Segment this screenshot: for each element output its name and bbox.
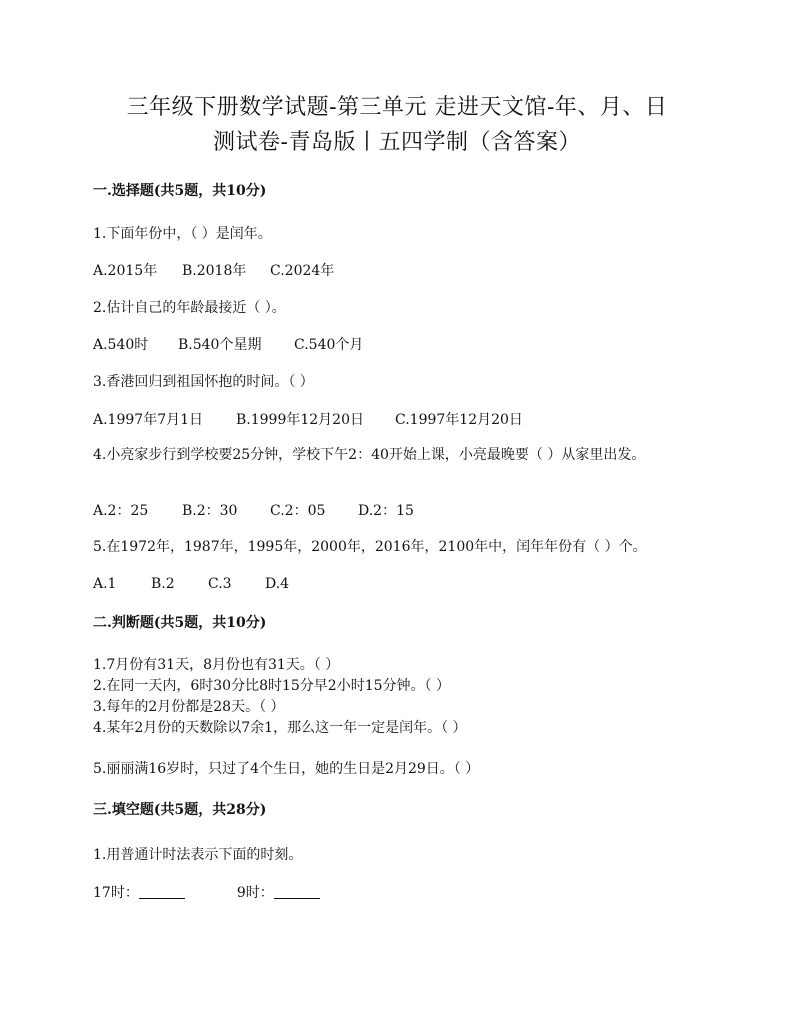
option-c: C.1997年12月20日 [395, 412, 523, 428]
section-heading-judge: 二.判断题(共5题，共10分) [93, 615, 267, 631]
option-a: A.540时 [93, 337, 149, 353]
doc-title-line-2: 测试卷-青岛版丨五四学制（含答案） [213, 130, 581, 155]
option-c: C.2024年 [270, 263, 335, 279]
judge-item-1: 1.7月份有31天，8月份也有31天。（ ） [93, 657, 340, 673]
option-b: B.2 [151, 576, 175, 592]
doc-title-line-1: 三年级下册数学试题-第三单元 走进天文馆-年、月、日 [126, 95, 668, 120]
option-a: A.2：25 [93, 503, 149, 519]
section-heading-choice: 一.选择题(共5题，共10分) [93, 183, 267, 199]
question-1-2: 2.估计自己的年龄最接近（ ）。 [93, 300, 286, 316]
option-c: C.2：05 [270, 503, 326, 519]
option-b: B.1999年12月20日 [236, 412, 364, 428]
section-heading-fill: 三.填空题(共5题，共28分) [93, 802, 267, 818]
question-1-4-options [93, 502, 414, 520]
option-a: A.2015年 [93, 263, 158, 279]
judge-item-3: 3.每年的2月份都是28天。（ ） [93, 699, 285, 715]
blank-label-17: 17时： [93, 885, 139, 901]
option-d: D.4 [265, 576, 290, 592]
judge-item-4: 4.某年2月份的天数除以7余1，那么这一年一定是闰年。（ ） [93, 720, 467, 736]
fill-question-1-blanks [93, 884, 320, 902]
question-1-3: 3.香港回归到祖国怀抱的时间。（ ） [93, 374, 314, 390]
question-1-4: 4.小亮家步行到学校要25分钟，学校下午2：40开始上课，小亮最晚要（ ）从家里出发。 [93, 447, 646, 463]
option-a: A.1 [93, 576, 117, 592]
option-c: C.3 [208, 576, 232, 592]
option-c: C.540个月 [294, 337, 364, 353]
judge-item-2: 2.在同一天内，6时30分比8时15分早2小时15分钟。（ ） [93, 678, 450, 694]
option-b: B.2：30 [182, 503, 238, 519]
question-1-3-options [93, 411, 523, 429]
fill-question-1: 1.用普通计时法表示下面的时刻。 [93, 847, 303, 863]
option-d: D.2：15 [358, 503, 414, 519]
option-b: B.2018年 [182, 263, 247, 279]
question-1-2-options [93, 336, 363, 354]
question-1-1-options [93, 262, 334, 280]
answer-blank-1[interactable] [139, 884, 185, 899]
judge-item-5: 5.丽丽满16岁时，只过了4个生日，她的生日是2月29日。（ ） [93, 761, 480, 777]
option-a: A.1997年7月1日 [93, 412, 204, 428]
answer-blank-2[interactable] [274, 884, 320, 899]
blank-label-9: 9时： [236, 885, 274, 901]
question-1-5: 5.在1972年，1987年，1995年，2000年，2016年，2100年中，闰年年份有（ ）个。 [93, 539, 647, 555]
option-b: B.540个星期 [178, 337, 262, 353]
question-1-5-options [93, 575, 289, 593]
question-1-1: 1.下面年份中，（ ）是闰年。 [93, 226, 272, 242]
